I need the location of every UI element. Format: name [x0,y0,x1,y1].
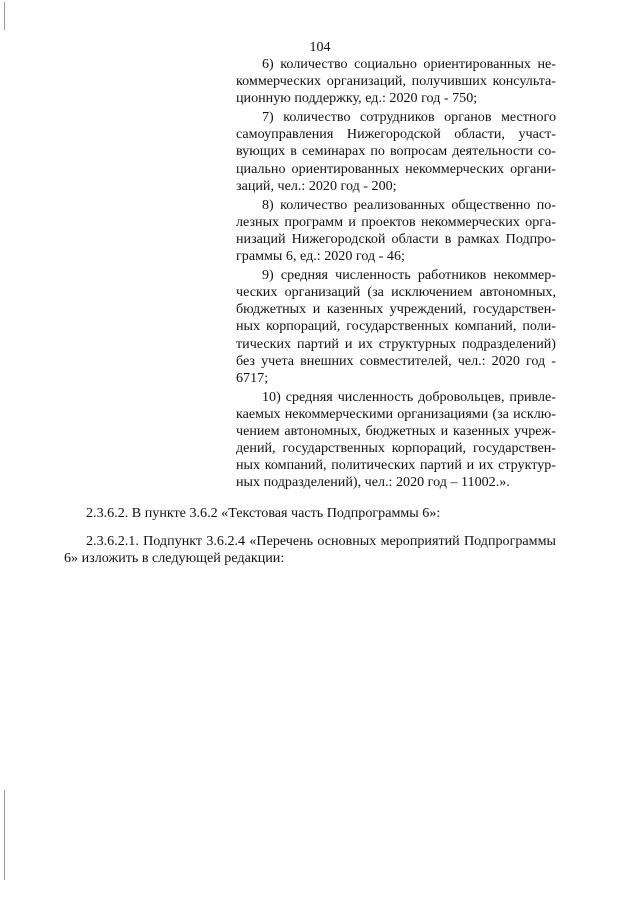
text-line: вующих в семинарах по вопросам деятельности со- [236,143,556,160]
indicator-item-7 [236,109,556,194]
text-line: коммерческих организаций, получивших консульта- [236,73,556,90]
text-line: без учета внешних совместителей, чел.: 2020 год - [236,352,556,369]
section-paragraph-1 [86,505,556,522]
text-line: 6717; [236,369,269,386]
text-line: 2.3.6.2. В пункте 3.6.2 «Текстовая часть Подпрограммы 6»: [86,505,441,521]
text-line: 8) количество реализованных общественно по- [262,196,556,213]
indicator-item-10 [236,389,556,492]
scan-edge-mark [4,2,5,30]
indicator-item-9 [236,267,556,387]
text-line: каемых некоммерческими организациями (за исклю- [236,405,556,422]
text-line: лезных программ и проектов некоммерческих орга- [236,213,556,230]
indicators-list [236,56,556,491]
text-line: заций, чел.: 2020 год - 200; [236,177,397,194]
text-line: циально ориентированных некоммерческих органи- [236,160,556,177]
text-line: 6» изложить в следующей редакции: [64,550,285,567]
text-line: ческих организаций (за исключением автономных, [236,284,556,301]
section-paragraph-2 [64,533,556,567]
text-line: бюджетных и казенных учреждений, государствен- [236,301,556,318]
text-line: самоуправления Нижегородской области, участ- [236,126,556,143]
text-line: ных компаний, политических партий и их структур- [236,457,556,474]
text-line: ционную поддержку, ед.: 2020 год - 750; [236,90,478,107]
text-line: тических партий и их структурных подразделений) [236,335,556,352]
indicator-item-8 [236,197,556,265]
text-line: 10) средняя численность добровольцев, привле- [262,388,556,405]
text-line: 7) количество сотрудников органов местного [262,109,556,126]
text-line: 2.3.6.2.1. Подпункт 3.6.2.4 «Перечень основных мероприятий Подпрограммы [86,533,556,549]
text-line: чением автономных, бюджетных и казенных учреж- [236,422,556,439]
text-line: 6) количество социально ориентированных не- [262,56,556,72]
text-line: граммы 6, ед.: 2020 год - 46; [236,248,405,265]
text-line: ных корпораций, государственных компаний, поли- [236,318,556,335]
text-line: 9) средняя численность работников некоммер- [262,267,556,284]
scan-edge-mark [4,790,5,880]
page-number: 104 [309,40,331,55]
text-line: дений, государственных корпораций, государствен- [236,440,556,457]
text-line: низаций Нижегородской области в рамках Подпро- [236,230,556,247]
text-line: ных подразделений), чел.: 2020 год – 11002.». [236,474,510,491]
indicator-item-6 [236,56,556,107]
